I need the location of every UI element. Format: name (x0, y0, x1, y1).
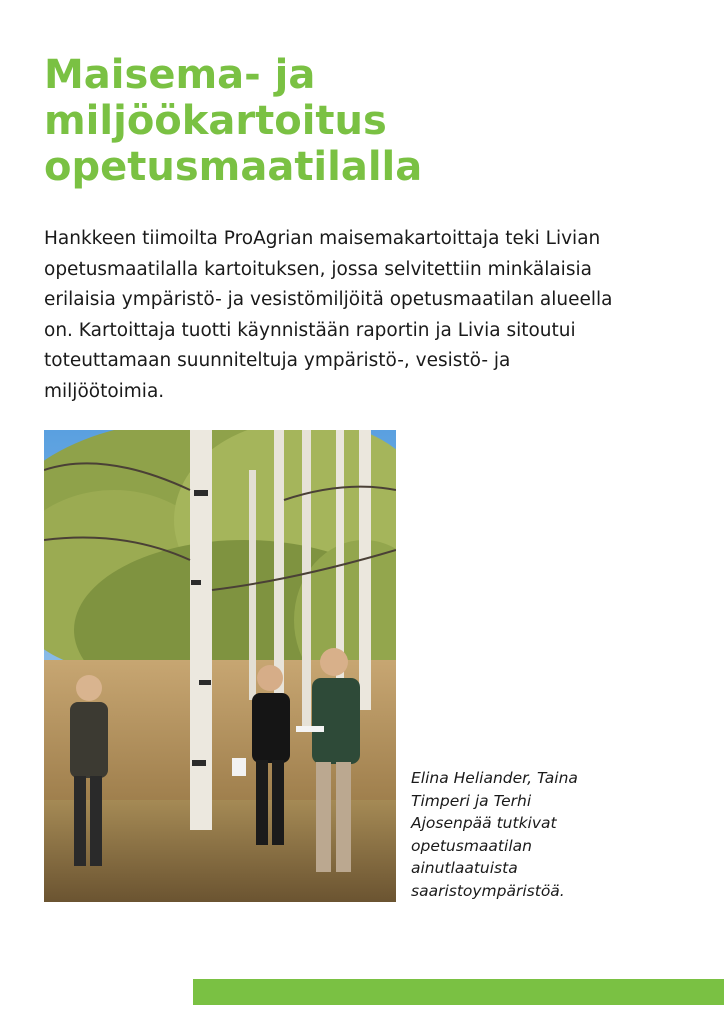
caption-line: Timperi ja Terhi (411, 791, 532, 810)
caption-line: Elina Heliander, Taina (411, 769, 578, 787)
body-line: opetusmaatilalla kartoituksen, jossa selvitettiin minkälaisia (44, 258, 592, 280)
title-line: miljöökartoitus (44, 98, 387, 144)
photo-caption (411, 767, 711, 902)
caption-line: Ajosenpää tutkivat (411, 814, 557, 832)
caption-line: opetusmaatilan (411, 836, 532, 855)
body-line: erilaisia ympäristö- ja vesistömiljöitä opetusmaatilan alueella (44, 289, 613, 310)
body-line: toteuttamaan suunniteltuja ympäristö-, vesistö- ja (44, 350, 511, 371)
body-line: on. Kartoittaja tuotti käynnistään raportin ja Livia sitoutui (44, 319, 576, 341)
title-line: opetusmaatilalla (44, 144, 423, 190)
footer-accent-bar (193, 979, 724, 1005)
body-paragraph (44, 224, 684, 407)
caption-line: ainutlaatuista (411, 859, 518, 877)
title-line: Maisema- ja (44, 52, 316, 98)
caption-line: saaristoympäristöä. (411, 881, 565, 900)
body-line: miljöötoimia. (44, 380, 165, 402)
page-title (44, 52, 684, 190)
birch-forest-photo (44, 430, 396, 902)
body-line: Hankkeen tiimoilta ProAgrian maisemakartoittaja teki Livian (44, 228, 601, 249)
